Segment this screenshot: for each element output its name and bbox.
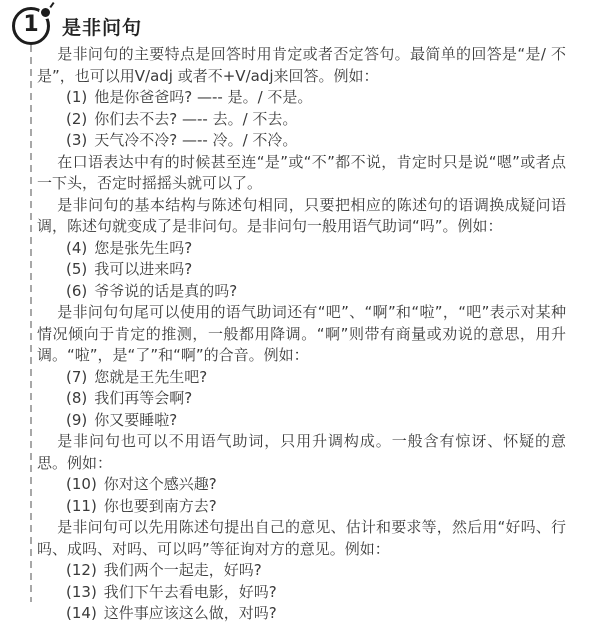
example-number: (2)	[66, 109, 88, 128]
paragraph: 是非问句句尾可以使用的语气助词还有“吧”、“啊”和“啦”，“吧”表示对某种情况倾向于肯定的推测，一般都用降调。“啊”则带有商量或劝说的意思，用升调。“啦”，是“了”和“啊”的合音。例如：	[37, 303, 566, 364]
section-connector-dashed-line	[30, 45, 32, 602]
example-text: 你们去不去? —-- 去。/ 不去。	[94, 109, 298, 128]
example-number: (13)	[66, 582, 97, 601]
example-text: 这件事应该这么做，对吗?	[103, 604, 277, 622]
section-number: 1	[23, 12, 39, 37]
example-line	[37, 259, 566, 281]
example-text: 您是张先生吗?	[94, 238, 193, 257]
example-line	[37, 603, 566, 625]
example-number: (6)	[66, 281, 88, 300]
example-number: (4)	[66, 238, 88, 257]
example-number: (10)	[66, 475, 97, 493]
badge-dot-decoration	[39, 6, 52, 19]
example-line	[37, 560, 566, 582]
example-number: (1)	[66, 88, 88, 106]
example-text: 您就是王先生吧?	[94, 367, 208, 386]
example-number: (8)	[66, 389, 88, 407]
example-line	[37, 238, 566, 260]
example-line	[37, 87, 566, 109]
paragraph: 是非问句也可以不用语气助词，只用升调构成。一般含有惊讶、怀疑的意思。例如：	[37, 432, 566, 472]
example-number: (12)	[66, 561, 97, 579]
example-text: 我可以进来吗?	[94, 260, 193, 278]
paragraph: 是非问句的基本结构与陈述句相同，只要把相应的陈述句的语调换成疑问语调，陈述句就变成了是非问句。是非问句一般用语气助词“吗”。例如：	[37, 195, 566, 235]
example-number: (3)	[66, 131, 88, 149]
example-number: (14)	[66, 604, 97, 622]
example-line	[37, 130, 566, 152]
example-text: 你对这个感兴趣?	[103, 475, 217, 493]
example-text: 爷爷说的话是真的吗?	[94, 281, 238, 300]
example-line	[37, 281, 566, 303]
section-title: 是非问句	[62, 17, 143, 39]
section-number-badge	[12, 7, 50, 45]
example-text: 你也要到南方去?	[103, 496, 217, 515]
paragraph: 是非问句的主要特点是回答时用肯定或者否定答句。最简单的回答是“是/ 不是”，也可以用V/adj 或者不+V/adj来回答。例如：	[37, 45, 566, 85]
example-number: (11)	[66, 496, 97, 515]
example-text: 我们两个一起走，好吗?	[103, 561, 262, 579]
example-number: (9)	[66, 410, 88, 429]
paragraph: 是非问句可以先用陈述句提出自己的意见、估计和要求等，然后用“好吗、行吗、成吗、对吗、可以吗”等征询对方的意见。例如：	[37, 518, 566, 558]
example-text: 我们再等会啊?	[94, 389, 193, 407]
example-line	[37, 109, 566, 131]
example-number: (7)	[66, 367, 88, 386]
example-line	[37, 582, 566, 604]
example-text: 我们下午去看电影，好吗?	[103, 582, 277, 601]
example-number: (5)	[66, 260, 88, 278]
example-line	[37, 410, 566, 432]
example-line	[37, 388, 566, 410]
example-text: 他是你爸爸吗? —-- 是。/ 不是。	[94, 88, 313, 106]
paragraph: 在口语表达中有的时候甚至连“是”或“不”都不说，肯定时只是说“嗯”或者点一下头，否定时摇摇头就可以了。	[37, 152, 566, 192]
section-body	[37, 44, 566, 625]
example-line	[37, 367, 566, 389]
example-text: 天气冷不冷? —-- 冷。/ 不冷。	[94, 131, 298, 149]
example-line	[37, 474, 566, 496]
example-line	[37, 496, 566, 518]
example-text: 你又要睡啦?	[94, 410, 178, 429]
